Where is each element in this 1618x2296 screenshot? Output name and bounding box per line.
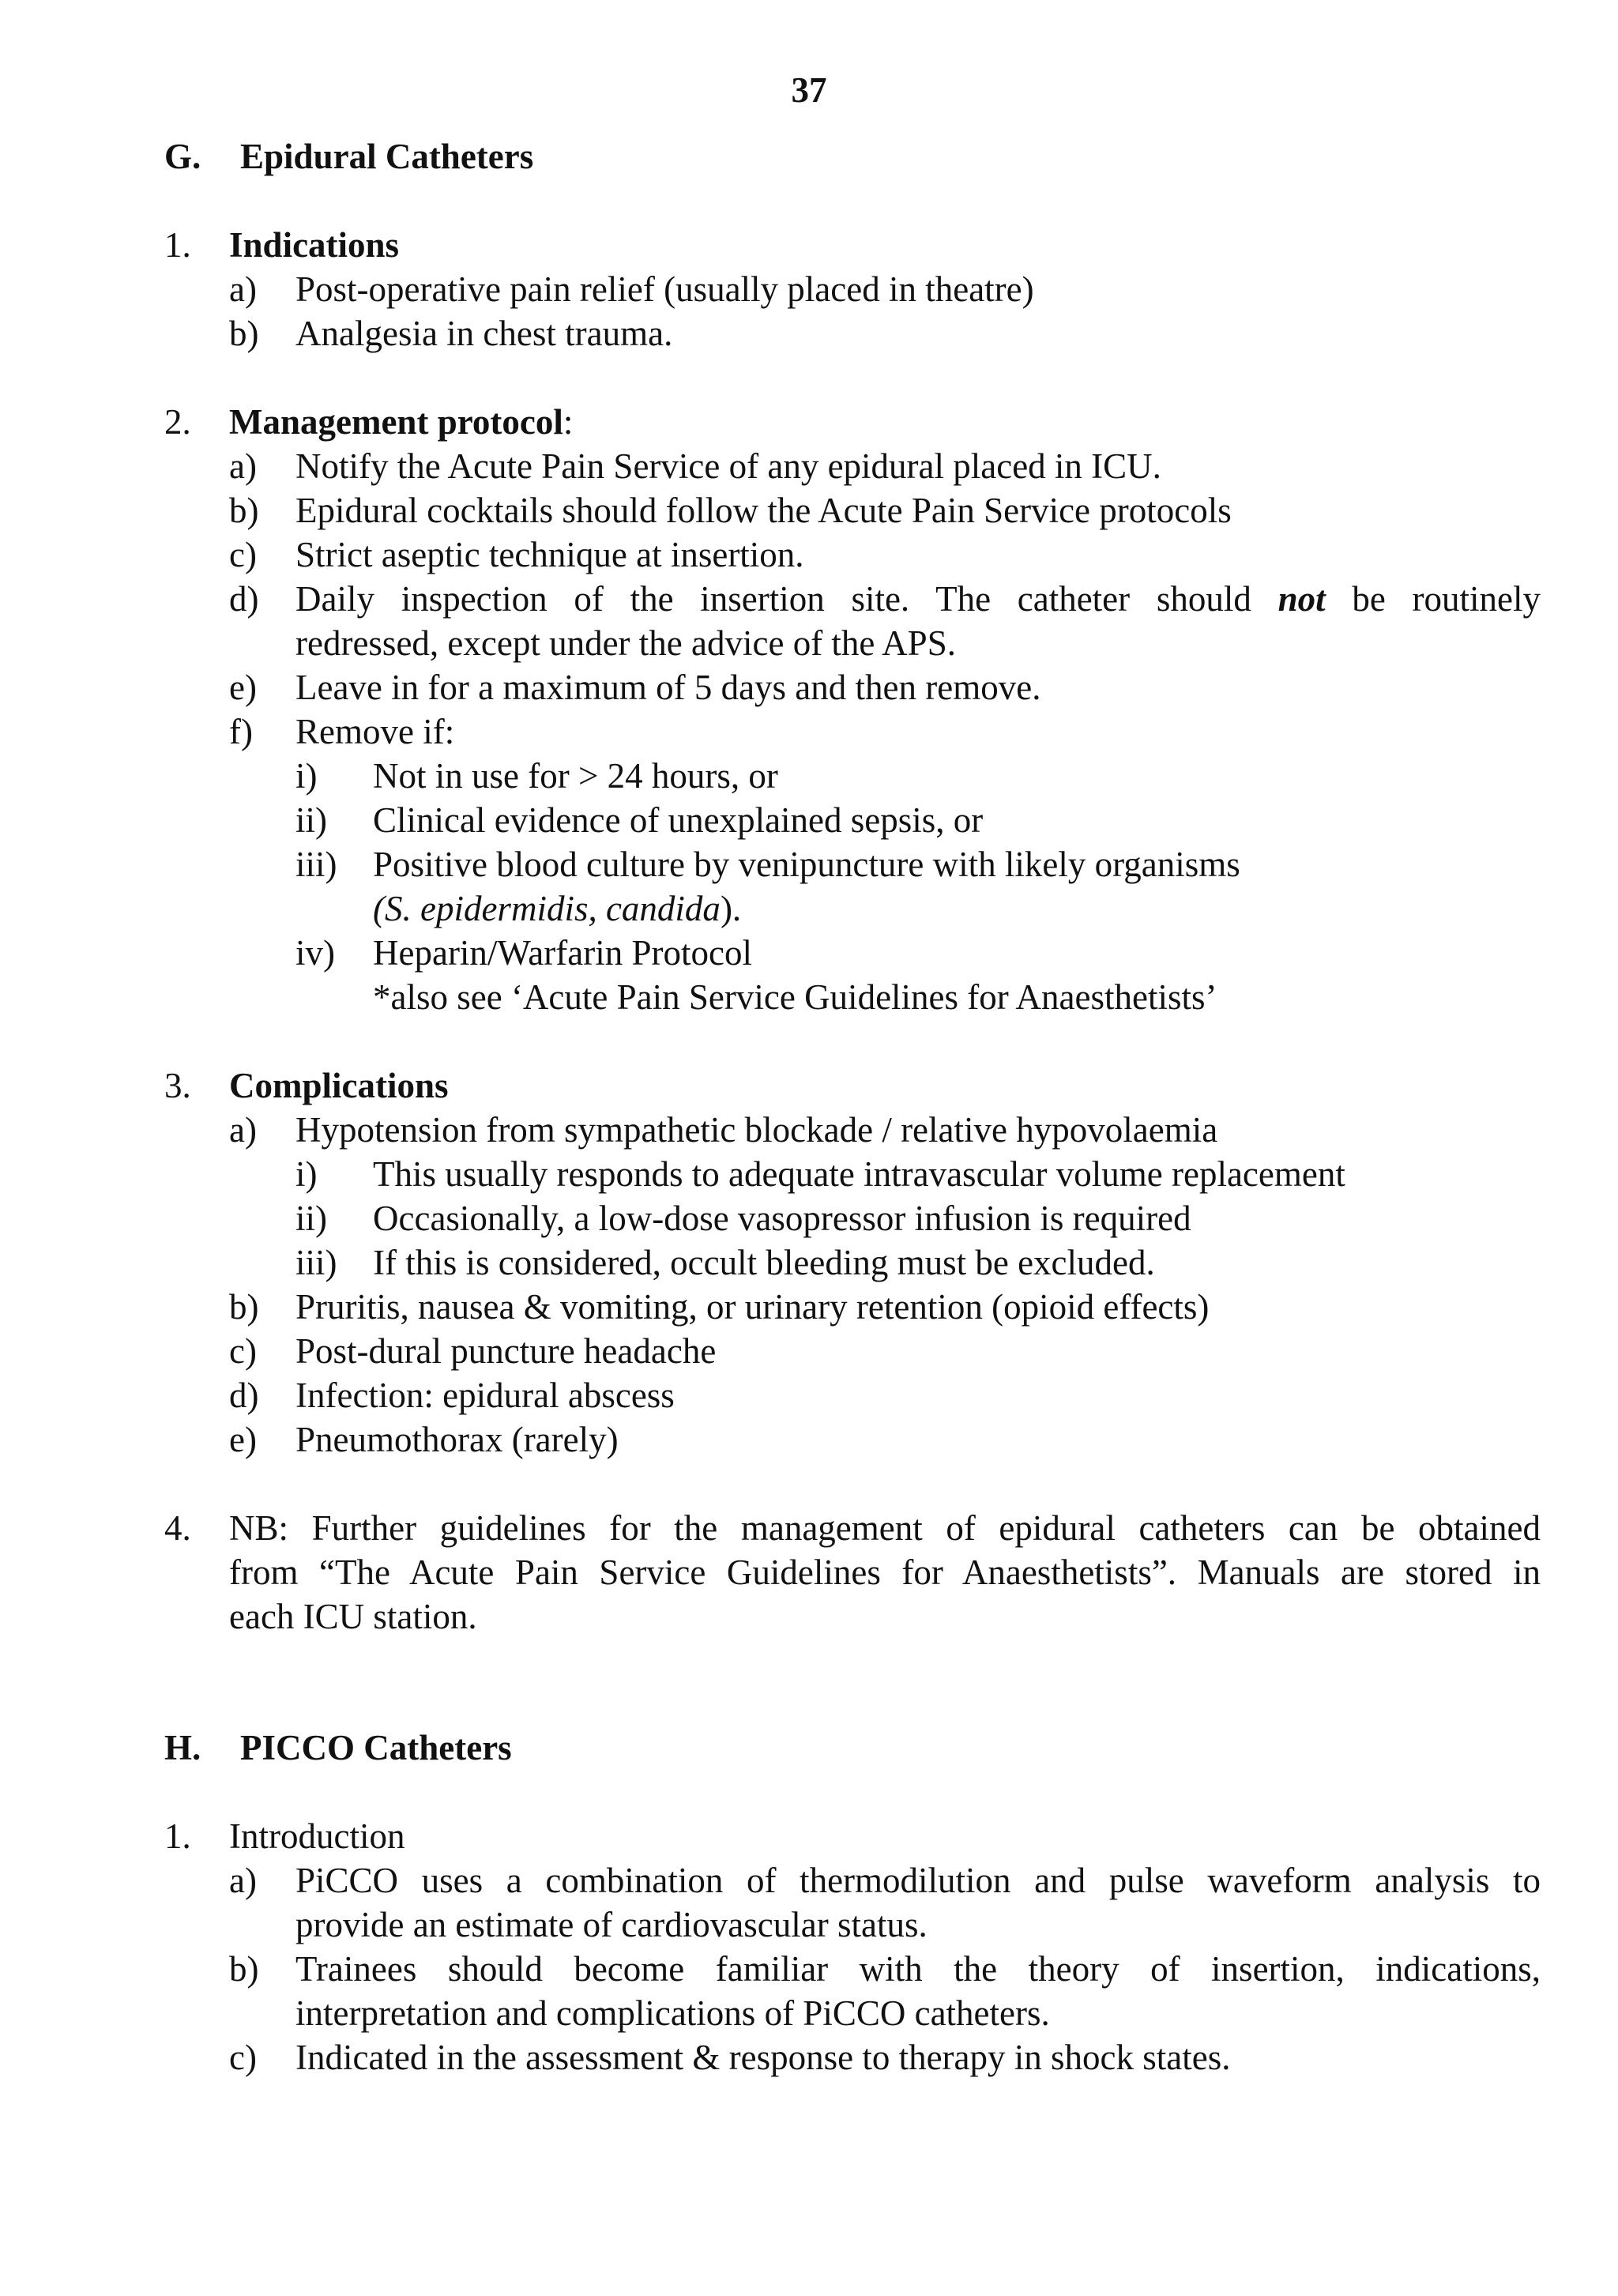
complication-b-label: b) [229,1287,259,1327]
management-d-label: d) [229,579,259,619]
remove-iii-label: iii) [295,845,337,884]
management-f-label: f) [229,712,253,751]
management-e-text: Leave in for a maximum of 5 days and then remove. [295,668,1041,707]
complication-c-label: c) [229,1331,257,1371]
remove-ii-label: ii) [295,800,327,840]
management-number: 2. [164,402,191,442]
complication-e-text: Pneumothorax (rarely) [295,1420,619,1459]
management-a-text: Notify the Acute Pain Service of any epidural placed in ICU. [295,446,1161,486]
also-see-note: *also see ‘Acute Pain Service Guidelines for Anaesthetists’ [373,977,1217,1017]
note-line-2: from “The Acute Pain Service Guidelines for Anaesthetists”. Manuals are stored in [229,1553,1541,1592]
intro-c-label: c) [229,2038,257,2077]
intro-b-label: b) [229,1949,259,1989]
management-d-continuation: redressed, except under the advice of the APS. [295,623,956,663]
hypotension-ii-label: ii) [295,1199,327,1238]
management-f-text: Remove if: [295,712,455,751]
hypotension-i-label: i) [295,1154,318,1194]
management-d-text: Daily inspection of the insertion site. The catheter should not be routinely [295,579,1541,619]
note-line-1: NB: Further guidelines for the management of epidural catheters can be obtained [229,1508,1541,1548]
complication-e-label: e) [229,1420,257,1459]
complications-heading: Complications [229,1066,449,1105]
indications-heading: Indications [229,225,400,265]
note-number: 4. [164,1508,191,1548]
intro-a-label: a) [229,1861,257,1900]
intro-a-line-2: provide an estimate of cardiovascular status. [295,1905,928,1944]
section-h-heading [164,1726,512,1770]
hypotension-i-text: This usually responds to adequate intravascular volume replacement [373,1154,1345,1194]
note-line-3: each ICU station. [229,1597,477,1636]
complication-c-text: Post-dural puncture headache [295,1331,717,1371]
management-c-text: Strict aseptic technique at insertion. [295,535,804,574]
hypotension-ii-text: Occasionally, a low-dose vasopressor infusion is required [373,1199,1191,1238]
complication-b-text: Pruritis, nausea & vomiting, or urinary retention (opioid effects) [295,1287,1210,1327]
management-heading: Management protocol: [229,402,574,442]
section-g-letter: G. [164,137,201,176]
remove-i-label: i) [295,756,318,796]
management-c-label: c) [229,535,257,574]
remove-ii-text: Clinical evidence of unexplained sepsis, or [373,800,984,840]
indication-b-label: b) [229,314,259,353]
indication-a-label: a) [229,269,257,309]
indication-b-text: Analgesia in chest trauma. [295,314,673,353]
remove-iii-text: Positive blood culture by venipuncture with likely organisms [373,845,1240,884]
hypotension-iii-label: iii) [295,1243,337,1282]
remove-iii-organisms: (S. epidermidis, candida). [373,889,742,928]
introduction-heading: Introduction [229,1816,405,1856]
hypotension-iii-text: If this is considered, occult bleeding must be excluded. [373,1243,1155,1282]
complication-d-label: d) [229,1376,259,1415]
remove-i-text: Not in use for > 24 hours, or [373,756,778,796]
section-g-heading [164,134,533,179]
complication-d-text: Infection: epidural abscess [295,1376,675,1415]
intro-a-line-1: PiCCO uses a combination of thermodilution and pulse waveform analysis to [295,1861,1541,1900]
management-a-label: a) [229,446,257,486]
section-h-letter: H. [164,1728,201,1767]
remove-iv-text: Heparin/Warfarin Protocol [373,933,752,973]
indication-a-text: Post-operative pain relief (usually placed in theatre) [295,269,1034,309]
intro-c-line-1: Indicated in the assessment & response to therapy in shock states. [295,2038,1231,2077]
complication-a-label: a) [229,1110,257,1150]
complications-number: 3. [164,1066,191,1105]
intro-b-line-1: Trainees should become familiar with the theory of insertion, indications, [295,1949,1541,1989]
introduction-number: 1. [164,1816,191,1856]
management-b-text: Epidural cocktails should follow the Acute Pain Service protocols [295,491,1232,530]
section-h-title: PICCO Catheters [240,1728,512,1767]
complication-a-text: Hypotension from sympathetic blockade / relative hypovolaemia [295,1110,1218,1150]
section-g-title: Epidural Catheters [240,137,534,176]
intro-b-line-2: interpretation and complications of PiCCO catheters. [295,1993,1050,2033]
management-e-label: e) [229,668,257,707]
indications-number: 1. [164,225,191,265]
management-b-label: b) [229,491,259,530]
page-number: 37 [791,70,827,110]
remove-iv-label: iv) [295,933,335,973]
